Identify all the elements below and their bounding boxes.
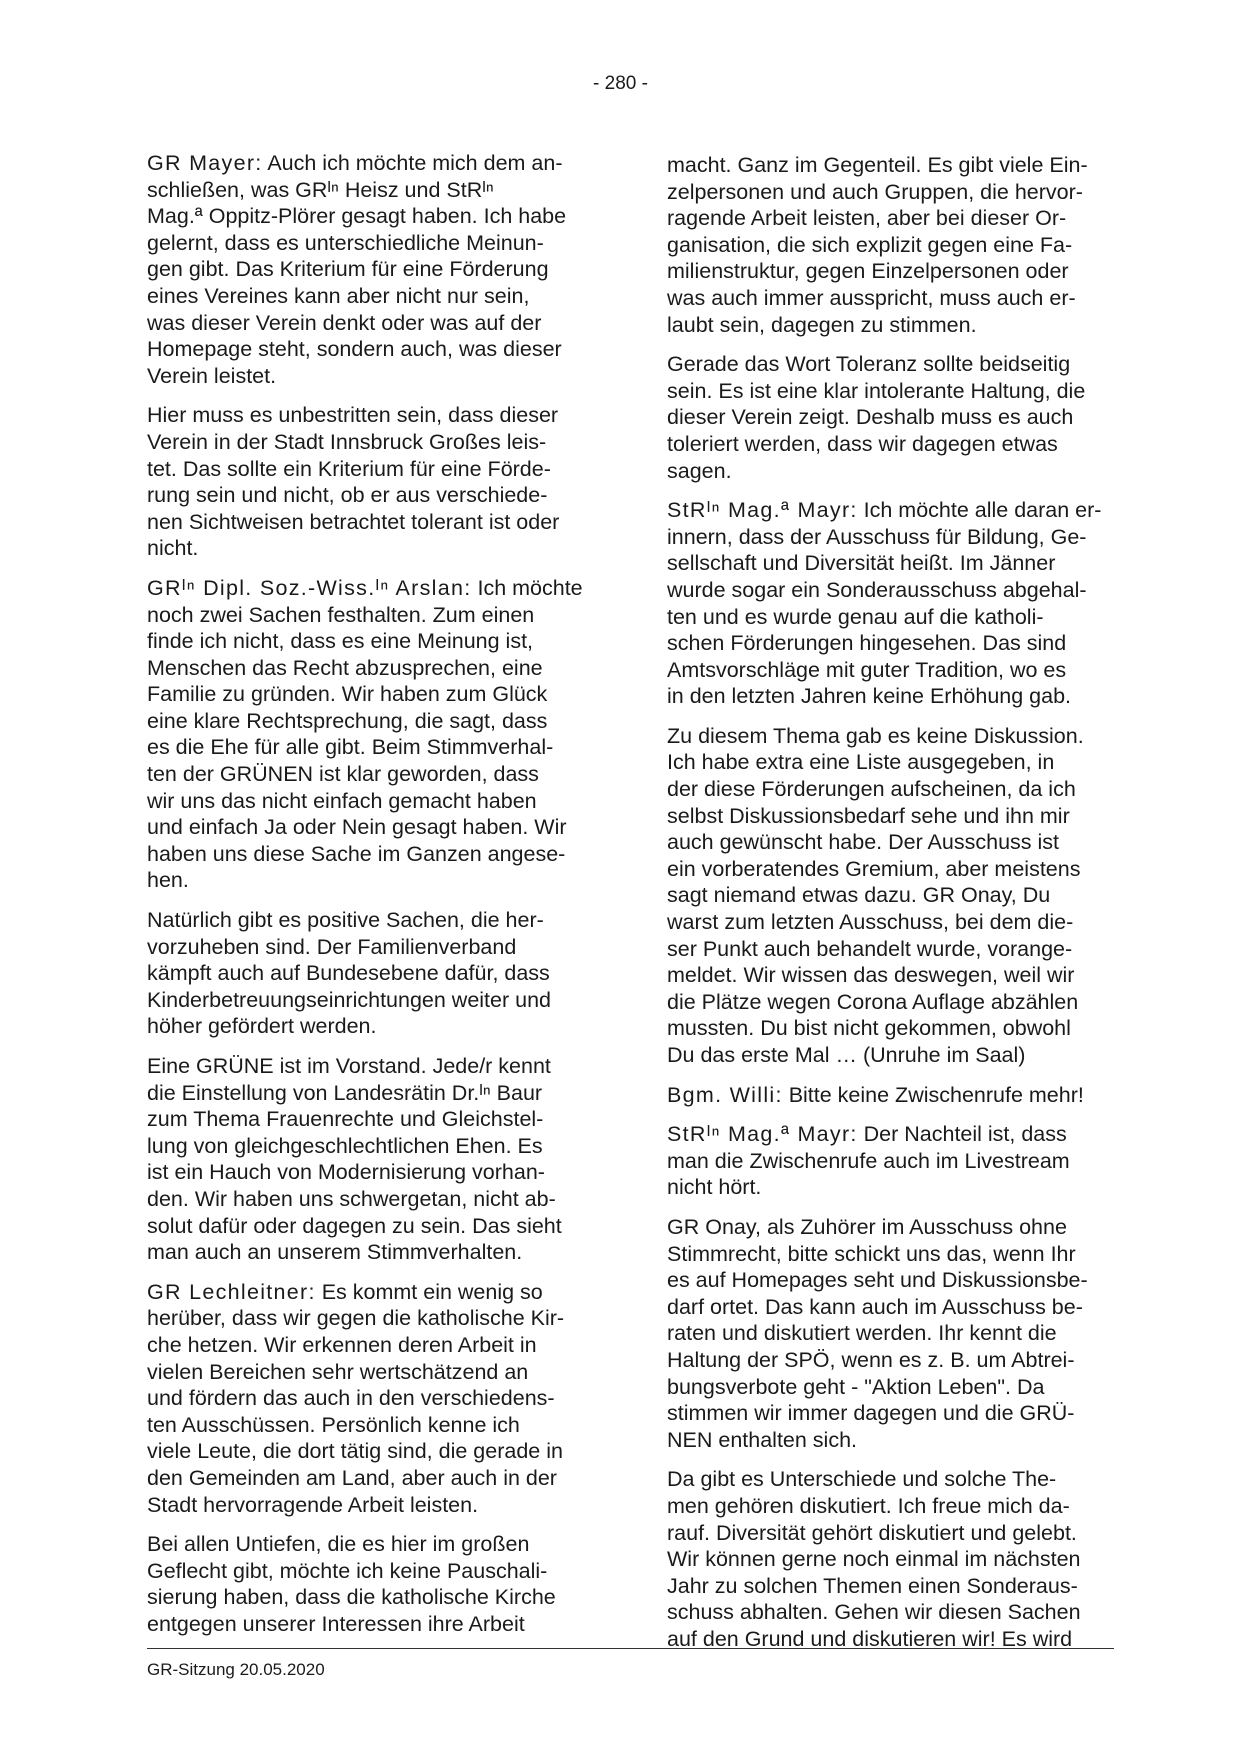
text-line: auf den Grund und diskutieren wir! Es wird xyxy=(667,1626,1073,1651)
text-line: auch gewünscht habe. Der Ausschuss ist xyxy=(667,830,1059,855)
speaker-name: GR Mayer: xyxy=(147,151,263,175)
text-line: ten der GRÜNEN ist klar geworden, dass xyxy=(147,762,539,787)
text-line: Der Nachteil ist, dass xyxy=(857,1122,1067,1147)
text-line: tet. Das sollte ein Kriterium für eine Förde- xyxy=(147,456,551,481)
text-line: in den letzten Jahren keine Erhöhung gab. xyxy=(667,684,1072,709)
text-line: GR Onay, als Zuhörer im Ausschuss ohne xyxy=(667,1214,1067,1239)
text-line: wir uns das nicht einfach gemacht haben xyxy=(147,788,537,813)
text-line: men gehören diskutiert. Ich freue mich da- xyxy=(667,1493,1070,1518)
text-line: schuss abhalten. Gehen wir diesen Sachen xyxy=(667,1600,1081,1625)
page-number: - 280 - xyxy=(593,73,648,94)
text-line: Homepage steht, sondern auch, was dieser xyxy=(147,337,562,362)
text-line: Ich möchte alle daran er- xyxy=(857,498,1102,523)
text-line: Stimmrecht, bitte schickt uns das, wenn Ihr xyxy=(667,1241,1076,1266)
text-line: ten und es wurde genau auf die katholi- xyxy=(667,604,1044,629)
text-line: Wir können gerne noch einmal im nächsten xyxy=(667,1547,1081,1572)
paragraph xyxy=(667,351,1107,484)
text-line: Mag.ª Oppitz-Plörer gesagt haben. Ich habe xyxy=(147,204,567,229)
text-line: die Plätze wegen Corona Auflage abzählen xyxy=(667,989,1079,1014)
speaker-name: Bgm. Willi: xyxy=(667,1082,783,1107)
footer-divider xyxy=(147,1648,1114,1649)
right-column xyxy=(667,152,1107,1665)
text-line: Da gibt es Unterschiede und solche The- xyxy=(667,1467,1057,1492)
text-line: Du das erste Mal … (Unruhe im Saal) xyxy=(667,1043,1026,1067)
text-line: was auch immer ausspricht, muss auch er- xyxy=(667,285,1076,310)
paragraph xyxy=(667,1214,1107,1453)
text-line: Stadt hervorragende Arbeit leisten. xyxy=(147,1492,479,1517)
text-line: raten und diskutiert werden. Ihr kennt die xyxy=(667,1321,1057,1346)
speaker-name: GR Lechleitner: xyxy=(147,1279,316,1304)
text-line: nicht hört. xyxy=(667,1175,762,1200)
text-line: schließen, was GRᴵⁿ Heisz und StRᴵⁿ xyxy=(147,177,494,202)
left-column xyxy=(147,150,587,1650)
text-line: den Gemeinden am Land, aber auch in der xyxy=(147,1465,557,1490)
text-line: Gerade das Wort Toleranz sollte beidseitig xyxy=(667,352,1071,377)
text-line: bungsverbote geht - "Aktion Leben". Da xyxy=(667,1374,1045,1399)
speaker-name: StRᴵⁿ Mag.ª Mayr: xyxy=(667,1122,858,1147)
text-line: Bei allen Untiefen, die es hier im großen xyxy=(147,1532,530,1557)
text-line: haben uns diese Sache im Ganzen angese- xyxy=(147,841,566,866)
text-line: Verein in der Stadt Innsbruck Großes leis- xyxy=(147,429,547,454)
text-line: che hetzen. Wir erkennen deren Arbeit in xyxy=(147,1332,537,1357)
text-line: es die Ehe für alle gibt. Beim Stimmverhal- xyxy=(147,735,554,760)
text-line: und fördern das auch in den verschiedens- xyxy=(147,1386,555,1411)
text-line: schen Förderungen hingesehen. Das sind xyxy=(667,631,1067,656)
text-line: ten Ausschüssen. Persönlich kenne ich xyxy=(147,1412,520,1437)
text-line: dieser Verein zeigt. Deshalb muss es auch xyxy=(667,405,1074,430)
text-line: solut dafür oder dagegen zu sein. Das sieht xyxy=(147,1213,562,1238)
text-line: sein. Es ist eine klar intolerante Haltung, die xyxy=(667,378,1086,403)
text-line: der diese Förderungen aufscheinen, da ich xyxy=(667,777,1076,802)
text-line: milienstruktur, gegen Einzelpersonen oder xyxy=(667,259,1069,284)
text-line: ein vorberatendes Gremium, aber meistens xyxy=(667,856,1081,881)
text-line: ganisation, die sich explizit gegen eine Fa- xyxy=(667,232,1073,257)
text-line: viele Leute, die dort tätig sind, die gerade in xyxy=(147,1439,563,1464)
text-line: macht. Ganz im Gegenteil. Es gibt viele Ein- xyxy=(667,153,1088,177)
text-line: man auch an unserem Stimmverhalten. xyxy=(147,1240,523,1265)
text-line: sellschaft und Diversität heißt. Im Jänner xyxy=(667,551,1056,576)
text-line: Eine GRÜNE ist im Vorstand. Jede/r kennt xyxy=(147,1054,551,1078)
paragraph xyxy=(147,1053,587,1266)
text-line: rauf. Diversität gehört diskutiert und gelebt. xyxy=(667,1520,1077,1545)
text-line: Familie zu gründen. Wir haben zum Glück xyxy=(147,682,548,707)
text-line: sierung haben, dass die katholische Kirche xyxy=(147,1585,556,1610)
text-line: eines Vereines kann aber nicht nur sein, xyxy=(147,283,530,308)
text-line: warst zum letzten Ausschuss, bei dem die- xyxy=(667,910,1074,935)
text-line: Menschen das Recht abzusprechen, eine xyxy=(147,655,543,680)
text-line: den. Wir haben uns schwergetan, nicht ab- xyxy=(147,1186,556,1211)
text-line: ragende Arbeit leisten, aber bei dieser Or- xyxy=(667,206,1067,231)
footer-session-date: GR-Sitzung 20.05.2020 xyxy=(147,1660,325,1679)
text-line: und einfach Ja oder Nein gesagt haben. Wir xyxy=(147,815,567,840)
speaker-name: StRᴵⁿ Mag.ª Mayr: xyxy=(667,498,858,523)
paragraph xyxy=(667,497,1107,710)
paragraph xyxy=(667,1466,1107,1652)
text-line: vorzuheben sind. Der Familienverband xyxy=(147,934,517,959)
paragraph xyxy=(667,1082,1107,1109)
text-line: NEN enthalten sich. xyxy=(667,1427,858,1452)
paragraph xyxy=(667,152,1107,338)
text-line: Haltung der SPÖ, wenn es z. B. um Abtrei- xyxy=(667,1347,1075,1372)
text-line: gelernt, dass es unterschiedliche Meinun- xyxy=(147,230,544,255)
text-line: sagt niemand etwas dazu. GR Onay, Du xyxy=(667,883,1051,908)
text-line: herüber, dass wir gegen die katholische Kir- xyxy=(147,1306,565,1331)
text-line: höher gefördert werden. xyxy=(147,1014,377,1039)
paragraph xyxy=(147,575,587,894)
text-line: kämpft auch auf Bundesebene dafür, dass xyxy=(147,961,550,986)
text-line: Ich habe extra eine Liste ausgegeben, in xyxy=(667,750,1055,775)
text-line: lung von gleichgeschlechtlichen Ehen. Es xyxy=(147,1133,543,1158)
text-line: laubt sein, dagegen zu stimmen. xyxy=(667,312,977,337)
text-line: Natürlich gibt es positive Sachen, die her- xyxy=(147,908,544,933)
text-line: ser Punkt auch behandelt wurde, vorange- xyxy=(667,936,1073,961)
text-line: es auf Homepages seht und Diskussionsbe- xyxy=(667,1268,1088,1293)
text-line: was dieser Verein denkt oder was auf der xyxy=(147,310,542,335)
paragraph xyxy=(147,1531,587,1637)
text-line: gen gibt. Das Kriterium für eine Förderung xyxy=(147,257,549,282)
paragraph xyxy=(147,907,587,1040)
text-line: stimmen wir immer dagegen und die GRÜ- xyxy=(667,1401,1075,1426)
text-line: toleriert werden, dass wir dagegen etwas xyxy=(667,431,1058,456)
text-line: wurde sogar ein Sonderausschuss abgehal- xyxy=(667,577,1087,602)
paragraph xyxy=(667,723,1107,1069)
text-line: nen Sichtweisen betrachtet tolerant ist oder xyxy=(147,509,560,534)
text-line: entgegen unserer Interessen ihre Arbeit xyxy=(147,1611,525,1636)
text-line: Ich möchte xyxy=(471,575,583,600)
text-line: zum Thema Frauenrechte und Gleichstel- xyxy=(147,1107,544,1132)
text-line: Hier muss es unbestritten sein, dass dieser xyxy=(147,403,559,428)
text-line: man die Zwischenrufe auch im Livestream xyxy=(667,1148,1070,1173)
text-line: zelpersonen und auch Gruppen, die hervor- xyxy=(667,179,1083,204)
text-line: vielen Bereichen sehr wertschätzend an xyxy=(147,1359,529,1384)
text-line: noch zwei Sachen festhalten. Zum einen xyxy=(147,602,535,627)
text-line: nicht. xyxy=(147,536,199,561)
text-line: Jahr zu solchen Themen einen Sonderaus- xyxy=(667,1573,1078,1598)
text-line: Zu diesem Thema gab es keine Diskussion. xyxy=(667,723,1084,748)
text-line: rung sein und nicht, ob er aus verschiede- xyxy=(147,483,548,508)
text-line: finde ich nicht, dass es eine Meinung ist, xyxy=(147,629,534,654)
text-line: Es kommt ein wenig so xyxy=(315,1279,543,1304)
text-line: Verein leistet. xyxy=(147,363,277,388)
text-line: Bitte keine Zwischenrufe mehr! xyxy=(782,1082,1084,1107)
text-line: Geflecht gibt, möchte ich keine Pauschali- xyxy=(147,1558,548,1583)
paragraph xyxy=(147,150,587,389)
paragraph xyxy=(147,402,587,562)
text-line: Kinderbetreuungseinrichtungen weiter und xyxy=(147,987,551,1012)
paragraph xyxy=(147,1279,587,1518)
text-line: hen. xyxy=(147,868,189,893)
text-line: innern, dass der Ausschuss für Bildung, Ge- xyxy=(667,524,1087,549)
text-line: Amtsvorschläge mit guter Tradition, wo es xyxy=(667,657,1067,682)
speaker-name: GRᴵⁿ Dipl. Soz.-Wiss.ᴵⁿ Arslan: xyxy=(147,575,472,600)
text-line: die Einstellung von Landesrätin Dr.ᴵⁿ Baur xyxy=(147,1080,543,1105)
text-line: ist ein Hauch von Modernisierung vorhan- xyxy=(147,1160,545,1185)
paragraph xyxy=(667,1121,1107,1201)
text-line: mussten. Du bist nicht gekommen, obwohl xyxy=(667,1016,1071,1041)
text-line: selbst Diskussionsbedarf sehe und ihn mir xyxy=(667,803,1070,828)
text-line: meldet. Wir wissen das deswegen, weil wir xyxy=(667,963,1075,988)
text-line: Auch ich möchte mich dem an- xyxy=(262,151,563,175)
text-line: sagen. xyxy=(667,458,732,483)
text-line: eine klare Rechtsprechung, die sagt, dass xyxy=(147,708,548,733)
text-line: darf ortet. Das kann auch im Ausschuss be- xyxy=(667,1294,1083,1319)
